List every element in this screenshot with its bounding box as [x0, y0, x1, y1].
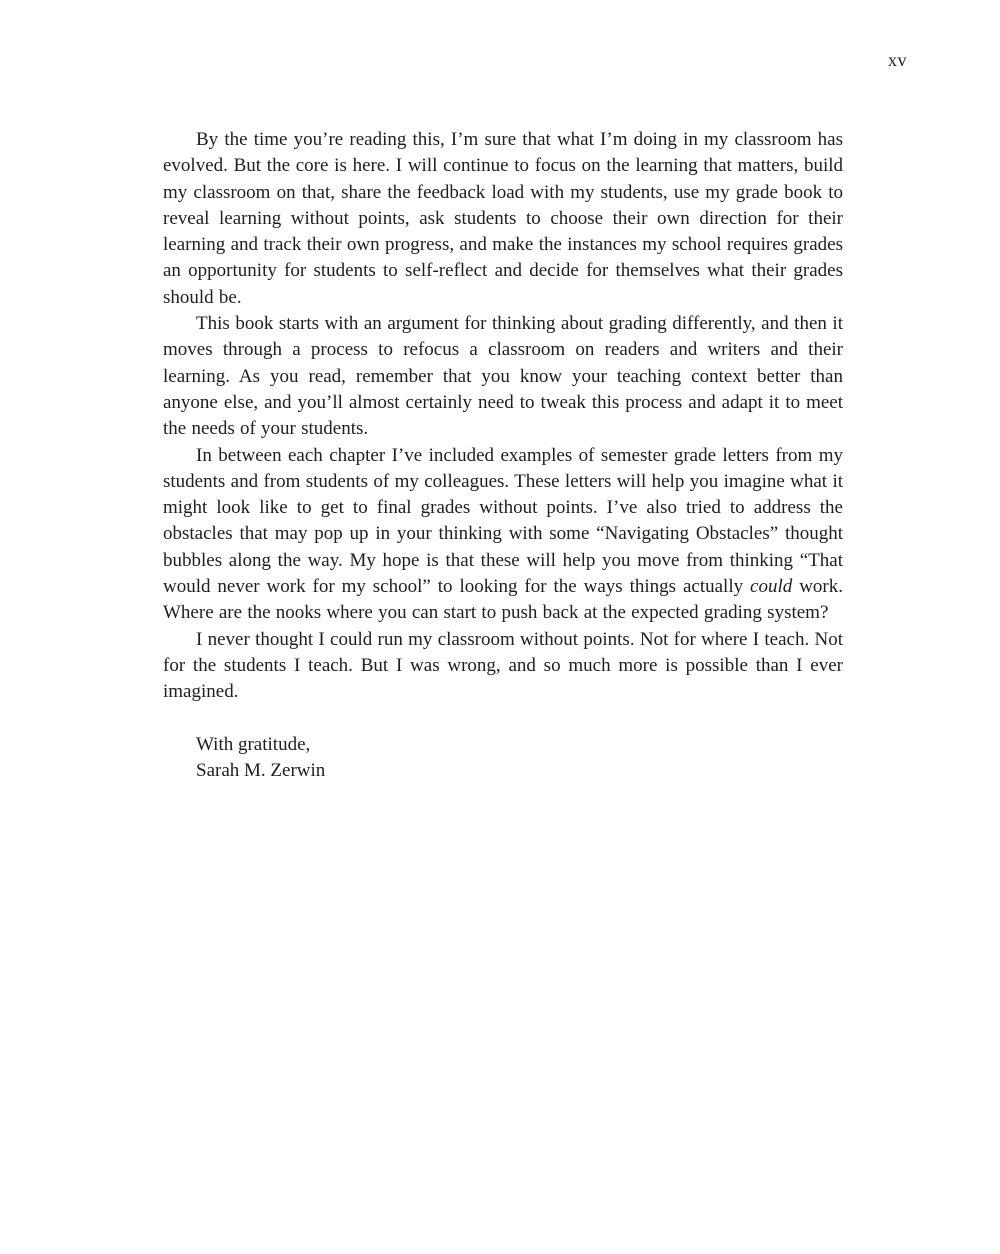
closing-signature	[163, 732, 843, 785]
paragraph-1	[163, 127, 843, 311]
paragraph-3-text: In between each chapter I’ve included examples of semester grade letters from my students and from students of my colleagues. These letters will help you imagine what it might look like to get to final grades without points. I’ve also tried to address the obstacles that may pop up in your thinking with some “Navigating Obstacles” thought bubbles along the way. My hope is that these will help you move from thinking “That would never work for my school” to looking for the ways things actually	[163, 444, 843, 598]
paragraph-2	[163, 311, 843, 442]
paragraph-4	[163, 627, 843, 706]
paragraph-2-text: This book starts with an argument for thinking about grading differently, and then it moves through a process to refocus a classroom on readers and writers and their learning. As you read, remember that you know your teaching context better than anyone else, and you’ll almost certainly need to tweak this process and adapt it to meet the needs of your students.	[163, 313, 843, 440]
paragraph-3-italic: could	[750, 576, 793, 598]
paragraph-4-text: I never thought I could run my classroom without points. Not for where I teach. Not for the students I teach. But I was wrong, and so much more is possible than I ever imagined.	[163, 628, 843, 703]
closing-salutation: With gratitude,	[196, 733, 311, 755]
paragraph-3-text-after: work. Where are the nooks where you can start to push back at the expected grading system?	[163, 576, 843, 624]
page-number: xv	[888, 50, 907, 70]
paragraph-1-text: By the time you’re reading this, I’m sure that what I’m doing in my classroom has evolved. But the core is here. I will continue to focus on the learning that matters, build my classroom on that, share the feedback load with my students, use my grade book to reveal learning without points, ask students to choose their own direction for their learning and track their own progress, and make the instances my school requires grades an opportunity for students to self-reflect and decide for themselves what their grades should be.	[163, 129, 843, 308]
closing-author-name: Sarah M. Zerwin	[196, 759, 326, 781]
body-text	[163, 127, 843, 784]
paragraph-3	[163, 443, 843, 627]
